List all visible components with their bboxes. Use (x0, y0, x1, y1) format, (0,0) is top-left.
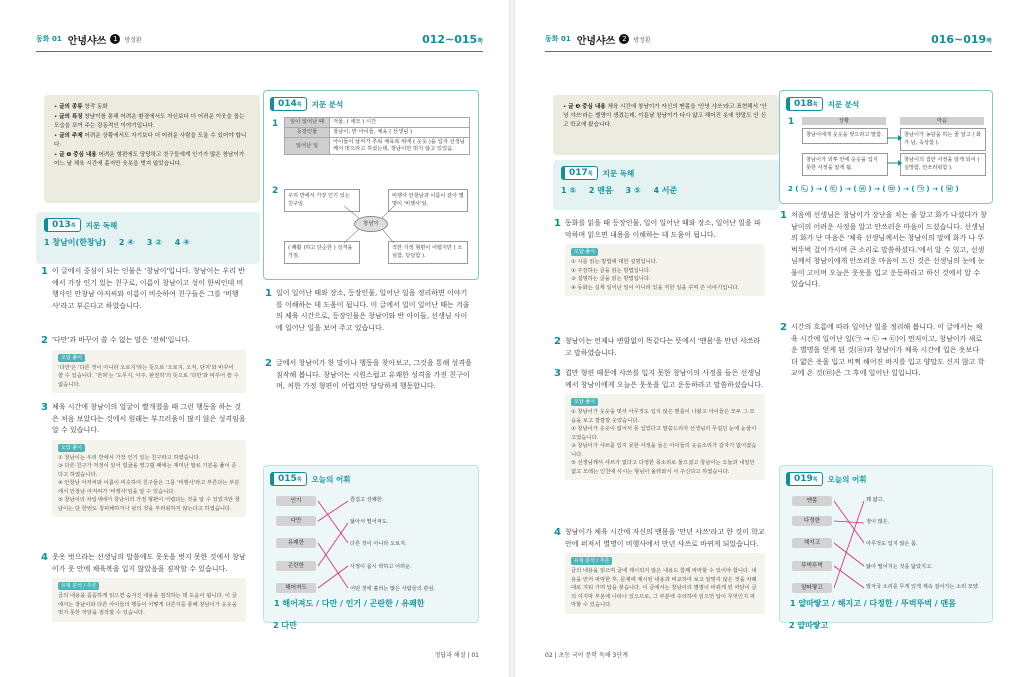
vocab-definition: 발자국 소리를 무게 있게 계속 걸어가는 소리 모양. (866, 584, 980, 590)
part-number: 1 (110, 34, 120, 44)
summary-line: • 글의 종류 창작 동화 (54, 104, 108, 110)
explanation-item: 1 이 글에서 중심이 되는 인물은 '창남이'입니다. 창남이는 우리 반에서 가장 인기 있는 친구로, 이름이 창남이고 성이 한씨인데 비행사인 안창남 아저씨와 이름이 비슷하여 친구들은 그를 '비행사'라고 부른다고 하였습니다. (41, 266, 245, 310)
order-answer: 2 ( ㉡ ) → ( ㉢ ) → ( ㉣ ) → ( ㉤ ) → ( ㉠ ) → ( ㉥ ) (788, 185, 959, 193)
vocab-word: 다정한 (792, 516, 832, 526)
right-page (515, 0, 1024, 677)
section-heading: 지문 독해 (85, 220, 118, 230)
vocab-definition: 꽤 얇고. (866, 497, 885, 503)
trait-box: 비행사 안창남과 이름이 같아 별명이 '비행사'임. (388, 189, 468, 212)
wrong-answer-note: 오답 풀이 '다만'은 '다른 것이 아니라 오로지'라는 뜻으로 '오로지, 오직, 단지'와 바꾸어 쓸 수 있습니다. '전혀'는 '도무지, 아주, 완전히'의 뜻으로 '다만'과 바꾸어 쓸 수 없습니다. (52, 350, 246, 394)
explanation-item: 1 일이 일어난 때와 장소, 등장인물, 일어난 일을 정리하면 이야기를 이해하는 데 도움이 됩니다. 이 글에서 일이 일어난 때는 겨울의 체육 시간으로, 등장인물은 창남이와 반 아이들, 선생님 사이에 일어난 일을 보여 주고 있습니다. (265, 288, 470, 332)
header-rule (545, 51, 992, 52)
summary-box (44, 95, 260, 203)
wrong-answer-note: 오답 풀이 ① 시를 읽는 방법에 대한 설명입니다. ② 주장하는 글을 읽는 방법입니다. ③ 설명하는 글을 읽는 방법입니다. ④ 동화는 실제 일어난 일이 아니라 있을 직한 일을 꾸며 쓴 이야기입니다. (565, 244, 765, 296)
vocab-answer-2: 2 얄따랗고 (789, 621, 829, 630)
vocab-definition: 닳아서 떨어져도. (350, 519, 389, 525)
explanation-item: 1 처음에 선생님은 창남이가 장난을 치는 줄 알고 화가 나셨다가 창남이의 어려운 사정을 알고 안쓰러운 마음이 드셨습니다. 선생님의 화가 난 마음은 '체육 선생님께서는 창남이의 말에 화가 나 뚜벅뚜벅 걸어가시며 큰 소리로 말씀하셨다.'에서 알 수 있고, 선생님께서 창남이에게 안쓰러운 마음이 드신 것은 선생님의 눈에 눈물이 고이며 오늘은 웃옷을 입고 운동하라고 하신 것에서 알 수 있습니다. (780, 210, 987, 288)
vocab-word: 유쾌한 (276, 538, 316, 548)
summary-line: • 글 ❷ 중심 내용 체육 시간에 창남이가 자신의 맨몸을 '안녕 샤쓰'라고 표현해서 '안녕 샤쓰'라는 별명이 생겼는데, 이튿날 창남이가 다시 얇고 해어진 옷에 양말도 안 신고 학교에 왔습니다. (563, 104, 767, 128)
author: 방정환 (124, 36, 142, 44)
explanation-item: 3 체육 시간에 창남이의 얼굴이 빨개졌을 때 그런 행동을 하는 것은 처음 보았다는 것에서 원래는 부끄러움이 많지 않은 성격임을 알 수 있습니다. 오답 풀이 ① 창남이는 우리 반에서 가장 인기 있는 친구라고 하였습니다. ③ 다른 친구가 걱정이 있어 얼굴을 찡그릴 때에는 재미난 말로 기분을 풀어 준다고 하였습니다. ④ 안창남 아저씨와 이름이 비슷하여 친구들은 그를 '비행사'라고 부른다는 부분에서 안창남 아저씨가 '비행사'임을 알 수 있습니다. ⑤ 창남이의 차림새에서 창남이의 가정 형편이 어렵다는 것을 알 수 있었지만 창남이는 단 한번도 청피해하거나 남의 것을 부러워하지 않는다고 하였습니다. (52, 402, 246, 517)
answer-box-013 (36, 212, 260, 264)
vocab-definition: 어떤 것에 쏠리는 많은 사람들의 관심. (350, 586, 436, 592)
feeling-box: 창남이의 집안 사정을 알게 되어 ( 실망함, 안쓰러워함 ). (900, 153, 986, 176)
page-range: 016~019쪽 (931, 32, 992, 46)
section-label: 동화 01 (545, 35, 571, 43)
question-tag: 015쪽 (270, 472, 307, 486)
section-heading: 오늘의 어휘 (311, 474, 351, 484)
character-node: 창남이 (354, 216, 388, 232)
analysis-note: 유형 분석 / 추론 글의 내용을 꼼꼼하게 읽으면 숨겨진 내용을 짐작하는 데 도움이 됩니다. 이 글에서는 창남이와 다른 아이들의 행동이 어떻게 다른지를 통해 창남이가 웃옷을 벗지 못한 까닭을 짐작할 수 있습니다. (52, 578, 246, 622)
explanation-item: 2 시간의 흐름에 따라 일어난 일을 정리해 봅니다. 이 글에서는 체육 시간에 일어난 일(㉠ → ㉡ → ㉢)이 먼저이고, 창남이가 새로운 별명을 얻게 된 것(㉣)과 창남이가 체육 시간에 입은 옷보다 더 얇은 옷을 입고 비쩍 해어진 바지를 입고 양말도 신지 않고 학교에 온 것(㉤)은 그 후에 일어난 일입니다. (780, 322, 985, 377)
analysis-panel-014 (263, 90, 479, 280)
section-heading: 지문 독해 (602, 168, 635, 178)
section-heading: 오늘의 어휘 (827, 474, 867, 484)
vocab-definition: 즐겁고 상쾌한. (350, 497, 384, 503)
summary-line: • 글의 특징 창남이를 통해 어려운 환경에서도 자신보다 더 어려운 이웃을 돕는 모습을 보여 주는 감동적인 이야기입니다. (54, 114, 245, 129)
feeling-box: 창남이가 농담을 하는 줄 알고 ( 화가 남, 속상함 ). (900, 128, 986, 151)
page-header (545, 30, 992, 48)
vocab-word: 해어져도 (276, 583, 316, 593)
page-range: 012~015쪽 (422, 32, 483, 46)
trait-box: 우리 반에서 가장 인기 있는 친구임. (284, 189, 360, 212)
wrong-answer-note: 오답 풀이 ① 창남이는 우리 반에서 가장 인기 있는 친구라고 하였습니다. ③ 다른 친구가 걱정이 있어 얼굴을 찡그릴 때에는 재미난 말로 기분을 풀어 준다고 하였습니다. ④ 안창남 아저씨와 이름이 비슷하여 친구들은 그를 '비행사'라고 부른다는 부분에서 안창남 아저씨가 '비행사'임을 알 수 있습니다. ⑤ 창남이의 차림새에서 창남이의 가정 형편이 어렵다는 것을 알 수 있었지만 창남이는 단 한번도 청피해하거나 남의 것을 부러워하지 않는다고 하였습니다. (52, 440, 246, 518)
situation-box: 창남이가 외투 안에 웃옷을 입지 못한 사정을 알게 됨. (802, 153, 888, 176)
trait-box: ( 쾌활 )하고 단순한 ) 성격을 가짐. (284, 241, 360, 264)
wrong-answer-note: 오답 풀이 ① 창남이가 웃옷을 벗자 아무것도 입지 않은 맨몸이 나왔고 아이들은 모두 그 모습을 보고 깔깔깔 웃었습니다. ② 창남이가 웃옷이 없어서 못 입었다고 말씀드리자 선생님의 무섭던 눈에 눈물이 고였습니다. ③ 창남이가 샤쓰를 입지 못한 사정을 들은 아이들의 웃음소리가 갑자기 없어졌습니다. ⑤ 선생님께서 샤쓰가 없다고 다정한 목소리로 물으셨고 창남이는 오늘과 내일만 없고 모레는 인천에 사시는 형님이 올라와서 사 주신다고 하였습니다. (565, 394, 765, 480)
vocab-definition: 사정이 몹시 딱하고 어려운. (350, 564, 412, 570)
vocab-word: 다만 (276, 516, 316, 526)
explanation-item: 1 동화를 읽을 때 등장인물, 일이 일어난 때와 장소, 일어난 일을 파악하며 읽으면 내용을 이해하는 데 도움이 됩니다. 오답 풀이 ① 시를 읽는 방법에 대한 설명입니다. ② 주장하는 글을 읽는 방법입니다. ③ 설명하는 글을 읽는 방법입니다. ④ 동화는 실제 일어난 일이 아니라 있을 직한 일을 꾸며 쓴 이야기입니다. (565, 218, 765, 296)
vocab-panel-019 (779, 465, 993, 623)
column-header: 상황 (802, 117, 886, 125)
vocab-word: 뚜벅뚜벅 (792, 561, 832, 571)
explanation-item: 4 창남이가 체육 시간에 자신의 맨몸을 '만년 샤쓰'라고 한 것이 학교 안에 퍼져서 별명이 비행사에서 만년 샤쓰로 바뀌게 되었습니다. 유형 분석 / 추론 글의 내용을 읽으며 글에 제시되지 않은 내용도 함께 파악할 수 있어야 합니다. 내용을 먼저 파악한 후, 문제에 제시된 내용과 비교하여 보고 알맞지 않은 것을 차례대로 지워 가며 답을 찾습니다. 이 글에서는 창남이의 별명이 바뀌게 된 까닭이 글의 여지막 부분에 나타나 있으므로, 그 부분에 주의하여 읽으면 답이 무엇인지 파악할 수 있습니다. (565, 527, 765, 614)
analysis-panel-018 (779, 90, 993, 204)
vocab-definition: 다른 것이 아니라 오로지. (350, 541, 407, 547)
question-tag: 017쪽 (561, 166, 598, 180)
vocab-word: 얄따랗고 (792, 583, 832, 593)
header-rule (36, 51, 483, 52)
story-title: 안녕샤쓰 (67, 35, 107, 47)
section-heading: 지문 분석 (827, 99, 860, 109)
summary-box (553, 95, 779, 155)
question-tag: 018쪽 (786, 97, 823, 111)
connector-lines (264, 91, 478, 279)
column-header: 마음 (900, 117, 984, 125)
table-row: 일이 일어난 때 겨울, ( 세모 ) 시간 (285, 118, 470, 128)
vocab-panel-015 (263, 465, 479, 623)
author: 방정환 (633, 36, 651, 44)
vocab-word: 맨몸 (792, 496, 832, 506)
explanation-item: 3 겹만 형편 때문에 샤쓰를 입지 못한 창남이의 사정을 들은 선생님께서 창남이에게 오늘은 웃옷을 입고 운동하라고 말씀하셨습니다. 오답 풀이 ① 창남이가 웃옷을 벗자 아무것도 입지 않은 맨몸이 나왔고 아이들은 모두 그 모습을 보고 깔깔깔 웃었습니다. ② 창남이가 웃옷이 없어서 못 입었다고 말씀드리자 선생님의 무섭던 눈에 눈물이 고였습니다. ③ 창남이가 샤쓰를 입지 못한 사정을 들은 아이들의 웃음소리가 갑자기 없어졌습니다. ⑤ 선생님께서 샤쓰가 없다고 다정한 목소리로 물으셨고 창남이는 오늘과 내일만 없고 모레는 인천에 사시는 형님이 올라와서 사 주신다고 하였습니다. (565, 368, 765, 480)
page-footer: 정답과 해설 | 01 (434, 652, 479, 659)
table-row: 일어난 일 아이들이 날씨가 추워 체육복 위에 ( 웃옷 )을 입자 선생님께서 벗으라고 하셨는데, 창남이만 벗지 않고 있었음. (285, 138, 470, 155)
trait-box: 적한 가정 형편이 어렵지만 ( 소심함, 당당함 ). (388, 241, 468, 264)
question-tag: 013쪽 (44, 218, 81, 232)
sub-number: 1 (272, 119, 279, 129)
vocab-definition: 아무것도 입지 않은 몸. (866, 541, 918, 547)
explanation-item: 2 창남이는 언제나 변함없이 똑같다는 뜻에서 '맨몸'을 만년 샤쓰라고 말하였습니다. (554, 336, 761, 357)
story-title: 안녕샤쓰 (576, 35, 616, 47)
sub-number: 2 (272, 186, 279, 196)
vocab-word: 인기 (276, 496, 316, 506)
left-page (0, 0, 509, 677)
question-tag: 014쪽 (270, 97, 307, 111)
vocab-definition: 정이 많은. (866, 519, 890, 525)
summary-line: • 글의 주제 어려운 상황에서도 자기보다 더 어려운 사람을 도울 수 있어야 합니다. (54, 133, 247, 148)
section-label: 동화 01 (36, 35, 62, 43)
situation-box: 창남이에게 웃옷을 벗으라고 말함. (802, 128, 888, 144)
sub-number: 1 (788, 117, 795, 127)
answer-line: 1 ⑤ 2 맨몸 3 ⑤ 4 서준 (561, 186, 678, 195)
question-tag: 019쪽 (786, 472, 823, 486)
vocab-definition: 닳아 떨어지는 것을 닮았지고. (866, 564, 933, 570)
vocab-word: 해지고 (792, 538, 832, 548)
summary-line: • 글 ❶ 중심 내용 어려운 형편에도 당당하고 친구들에게 인기가 많은 창남이가 어느 날 체육 시간에 홑저만 웃옷을 벗지 않았습니다. (54, 152, 245, 167)
explanation-item: 4 웃옷 벗으라는 선생님의 말씀에도 웃옷을 벗지 못한 것에서 창남이가 웃 안에 체육복을 입지 않았음을 짐작할 수 있습니다. 유형 분석 / 추론 글의 내용을 꼼꼼하게 읽으면 숨겨진 내용을 짐작하는 데 도움이 됩니다. 이 글에서는 창남이와 다른 아이들의 행동이 어떻게 다른지를 통해 창남이가 웃옷을 벗지 못한 까닭을 짐작할 수 있습니다. (52, 552, 246, 622)
answer-line: 1 창남이(한창남) 2 ④ 3 ② 4 ④ (44, 238, 190, 247)
explanation-item: 2 글에서 창남이가 한 말이나 행동을 찾아보고, 그것을 통해 성격을 짐작해 봅니다. 창남이는 시원스럽고 유쾌한 성격을 가진 친구이며, 처한 가정 형편이 어렵지만 당당하게 행동합니다. (265, 358, 472, 390)
vocab-answer-2: 2 다만 (273, 621, 297, 630)
vocab-word: 곤란한 (276, 561, 316, 571)
explanation-item: 2 '다만'과 바꾸어 쓸 수 없는 말은 '전혀'입니다. 오답 풀이 '다만'은 '다른 것이 아니라 오로지'라는 뜻으로 '오로지, 오직, 단지'와 바꾸어 쓸 수 있습니다. '전혀'는 '도무지, 아주, 완전히'의 뜻으로 '다만'과 바꾸어 쓸 수 없습니다. (52, 335, 246, 393)
answer-box-017 (553, 160, 779, 210)
page-footer: 02 | 초등 국어 문학 독해 3단계 (545, 652, 628, 659)
vocab-answers: 1 얄따랗고 / 해지고 / 다정한 / 뚜벅뚜벅 / 맨몸 (790, 599, 956, 608)
section-heading: 지문 분석 (311, 99, 344, 109)
part-number: 2 (619, 34, 629, 44)
analysis-note: 유형 분석 / 추론 글의 내용을 읽으며 글에 제시되지 않은 내용도 함께 파악할 수 있어야 합니다. 내용을 먼저 파악한 후, 문제에 제시된 내용과 비교하여 보고 알맞지 않은 것을 차례대로 지워 가며 답을 찾습니다. 이 글에서는 창남이의 별명이 바뀌게 된 까닭이 글의 여지막 부분에 나타나 있으므로, 그 부분에 주의하여 읽으면 답이 무엇인지 파악할 수 있습니다. (565, 553, 765, 614)
table-row: 등장인물 창남이, 반 아이들, 체육 ( 선생님 ) (285, 128, 470, 138)
vocab-answers: 1 해어져도 / 다만 / 인기 / 곤란한 / 유쾌한 (274, 599, 425, 608)
page-header (36, 30, 483, 48)
